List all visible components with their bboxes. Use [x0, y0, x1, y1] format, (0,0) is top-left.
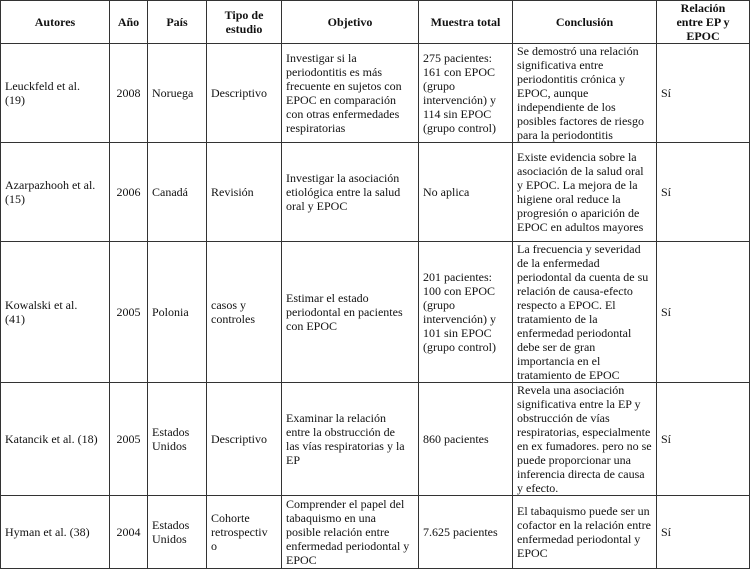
table-row — [1, 143, 750, 242]
cell-relacion: Sí — [657, 383, 750, 496]
header-objetivo: Objetivo — [282, 1, 419, 44]
cell-muestra: 7.625 pacientes — [419, 496, 513, 569]
cell-anio: 2008 — [110, 44, 148, 143]
cell-pais: Canadá — [148, 143, 207, 242]
cell-anio: 2004 — [110, 496, 148, 569]
header-autores: Autores — [1, 1, 110, 44]
cell-conclusion: La frecuencia y severidad de la enfermedad periodontal da cuenta de su relación de causa-efecto respecto a EPOC. El tratamiento de la enfermedad periodontal debe ser de gran importancia en el tratamiento de EPOC — [513, 242, 657, 383]
cell-muestra: No aplica — [419, 143, 513, 242]
cell-conclusion: Existe evidencia sobre la asociación de la salud oral y EPOC. La mejora de la higiene oral reduce la progresión o aparición de EPOC en adultos mayores — [513, 143, 657, 242]
cell-autores: Katancik et al. (18) — [1, 383, 110, 496]
cell-tipo: Descriptivo — [207, 383, 282, 496]
table-row — [1, 496, 750, 569]
cell-conclusion: El tabaquismo puede ser un cofactor en la relación entre enfermedad periodontal y EPOC — [513, 496, 657, 569]
cell-relacion: Sí — [657, 242, 750, 383]
cell-objetivo: Comprender el papel del tabaquismo en una posible relación entre enfermedad periodontal y EPOC — [282, 496, 419, 569]
cell-pais: Noruega — [148, 44, 207, 143]
cell-anio: 2005 — [110, 242, 148, 383]
cell-tipo: Descriptivo — [207, 44, 282, 143]
cell-pais: Estados Unidos — [148, 383, 207, 496]
cell-muestra: 860 pacientes — [419, 383, 513, 496]
cell-relacion: Sí — [657, 143, 750, 242]
header-tipo: Tipo de estudio — [207, 1, 282, 44]
cell-muestra: 275 pacientes: 161 con EPOC (grupo intervención) y 114 sin EPOC (grupo control) — [419, 44, 513, 143]
header-relacion: Relación entre EP y EPOC — [657, 1, 750, 44]
table-row — [1, 44, 750, 143]
cell-autores: Kowalski et al. (41) — [1, 242, 110, 383]
header-conclusion: Conclusión — [513, 1, 657, 44]
cell-autores: Hyman et al. (38) — [1, 496, 110, 569]
cell-autores: Azarpazhooh et al. (15) — [1, 143, 110, 242]
cell-conclusion: Se demostró una relación significativa entre periodontitis crónica y EPOC, aunque independiente de los posibles factores de riesgo para la periodontitis — [513, 44, 657, 143]
header-muestra: Muestra total — [419, 1, 513, 44]
cell-objetivo: Estimar el estado periodontal en pacientes con EPOC — [282, 242, 419, 383]
header-pais: País — [148, 1, 207, 44]
table-row — [1, 383, 750, 496]
cell-autores: Leuckfeld et al. (19) — [1, 44, 110, 143]
cell-objetivo: Investigar si la periodontitis es más frecuente en sujetos con EPOC en comparación con otras enfermedades respiratorias — [282, 44, 419, 143]
cell-relacion: Sí — [657, 44, 750, 143]
cell-muestra: 201 pacientes: 100 con EPOC (grupo intervención) y 101 sin EPOC (grupo control) — [419, 242, 513, 383]
header-anio: Año — [110, 1, 148, 44]
cell-pais: Estados Unidos — [148, 496, 207, 569]
cell-relacion: Sí — [657, 496, 750, 569]
cell-objetivo: Investigar la asociación etiológica entre la salud oral y EPOC — [282, 143, 419, 242]
table-row — [1, 242, 750, 383]
cell-tipo: Cohorte retrospectiv o — [207, 496, 282, 569]
cell-objetivo: Examinar la relación entre la obstrucción de las vías respiratorias y la EP — [282, 383, 419, 496]
cell-anio: 2006 — [110, 143, 148, 242]
cell-tipo: casos y controles — [207, 242, 282, 383]
cell-anio: 2005 — [110, 383, 148, 496]
cell-pais: Polonia — [148, 242, 207, 383]
cell-conclusion: Revela una asociación significativa entre la EP y obstrucción de vías respiratorias, especialmente en ex fumadores. pero no se puede proporcionar una inferencia directa de causa y efecto. — [513, 383, 657, 496]
header-row — [1, 1, 750, 44]
cell-tipo: Revisión — [207, 143, 282, 242]
